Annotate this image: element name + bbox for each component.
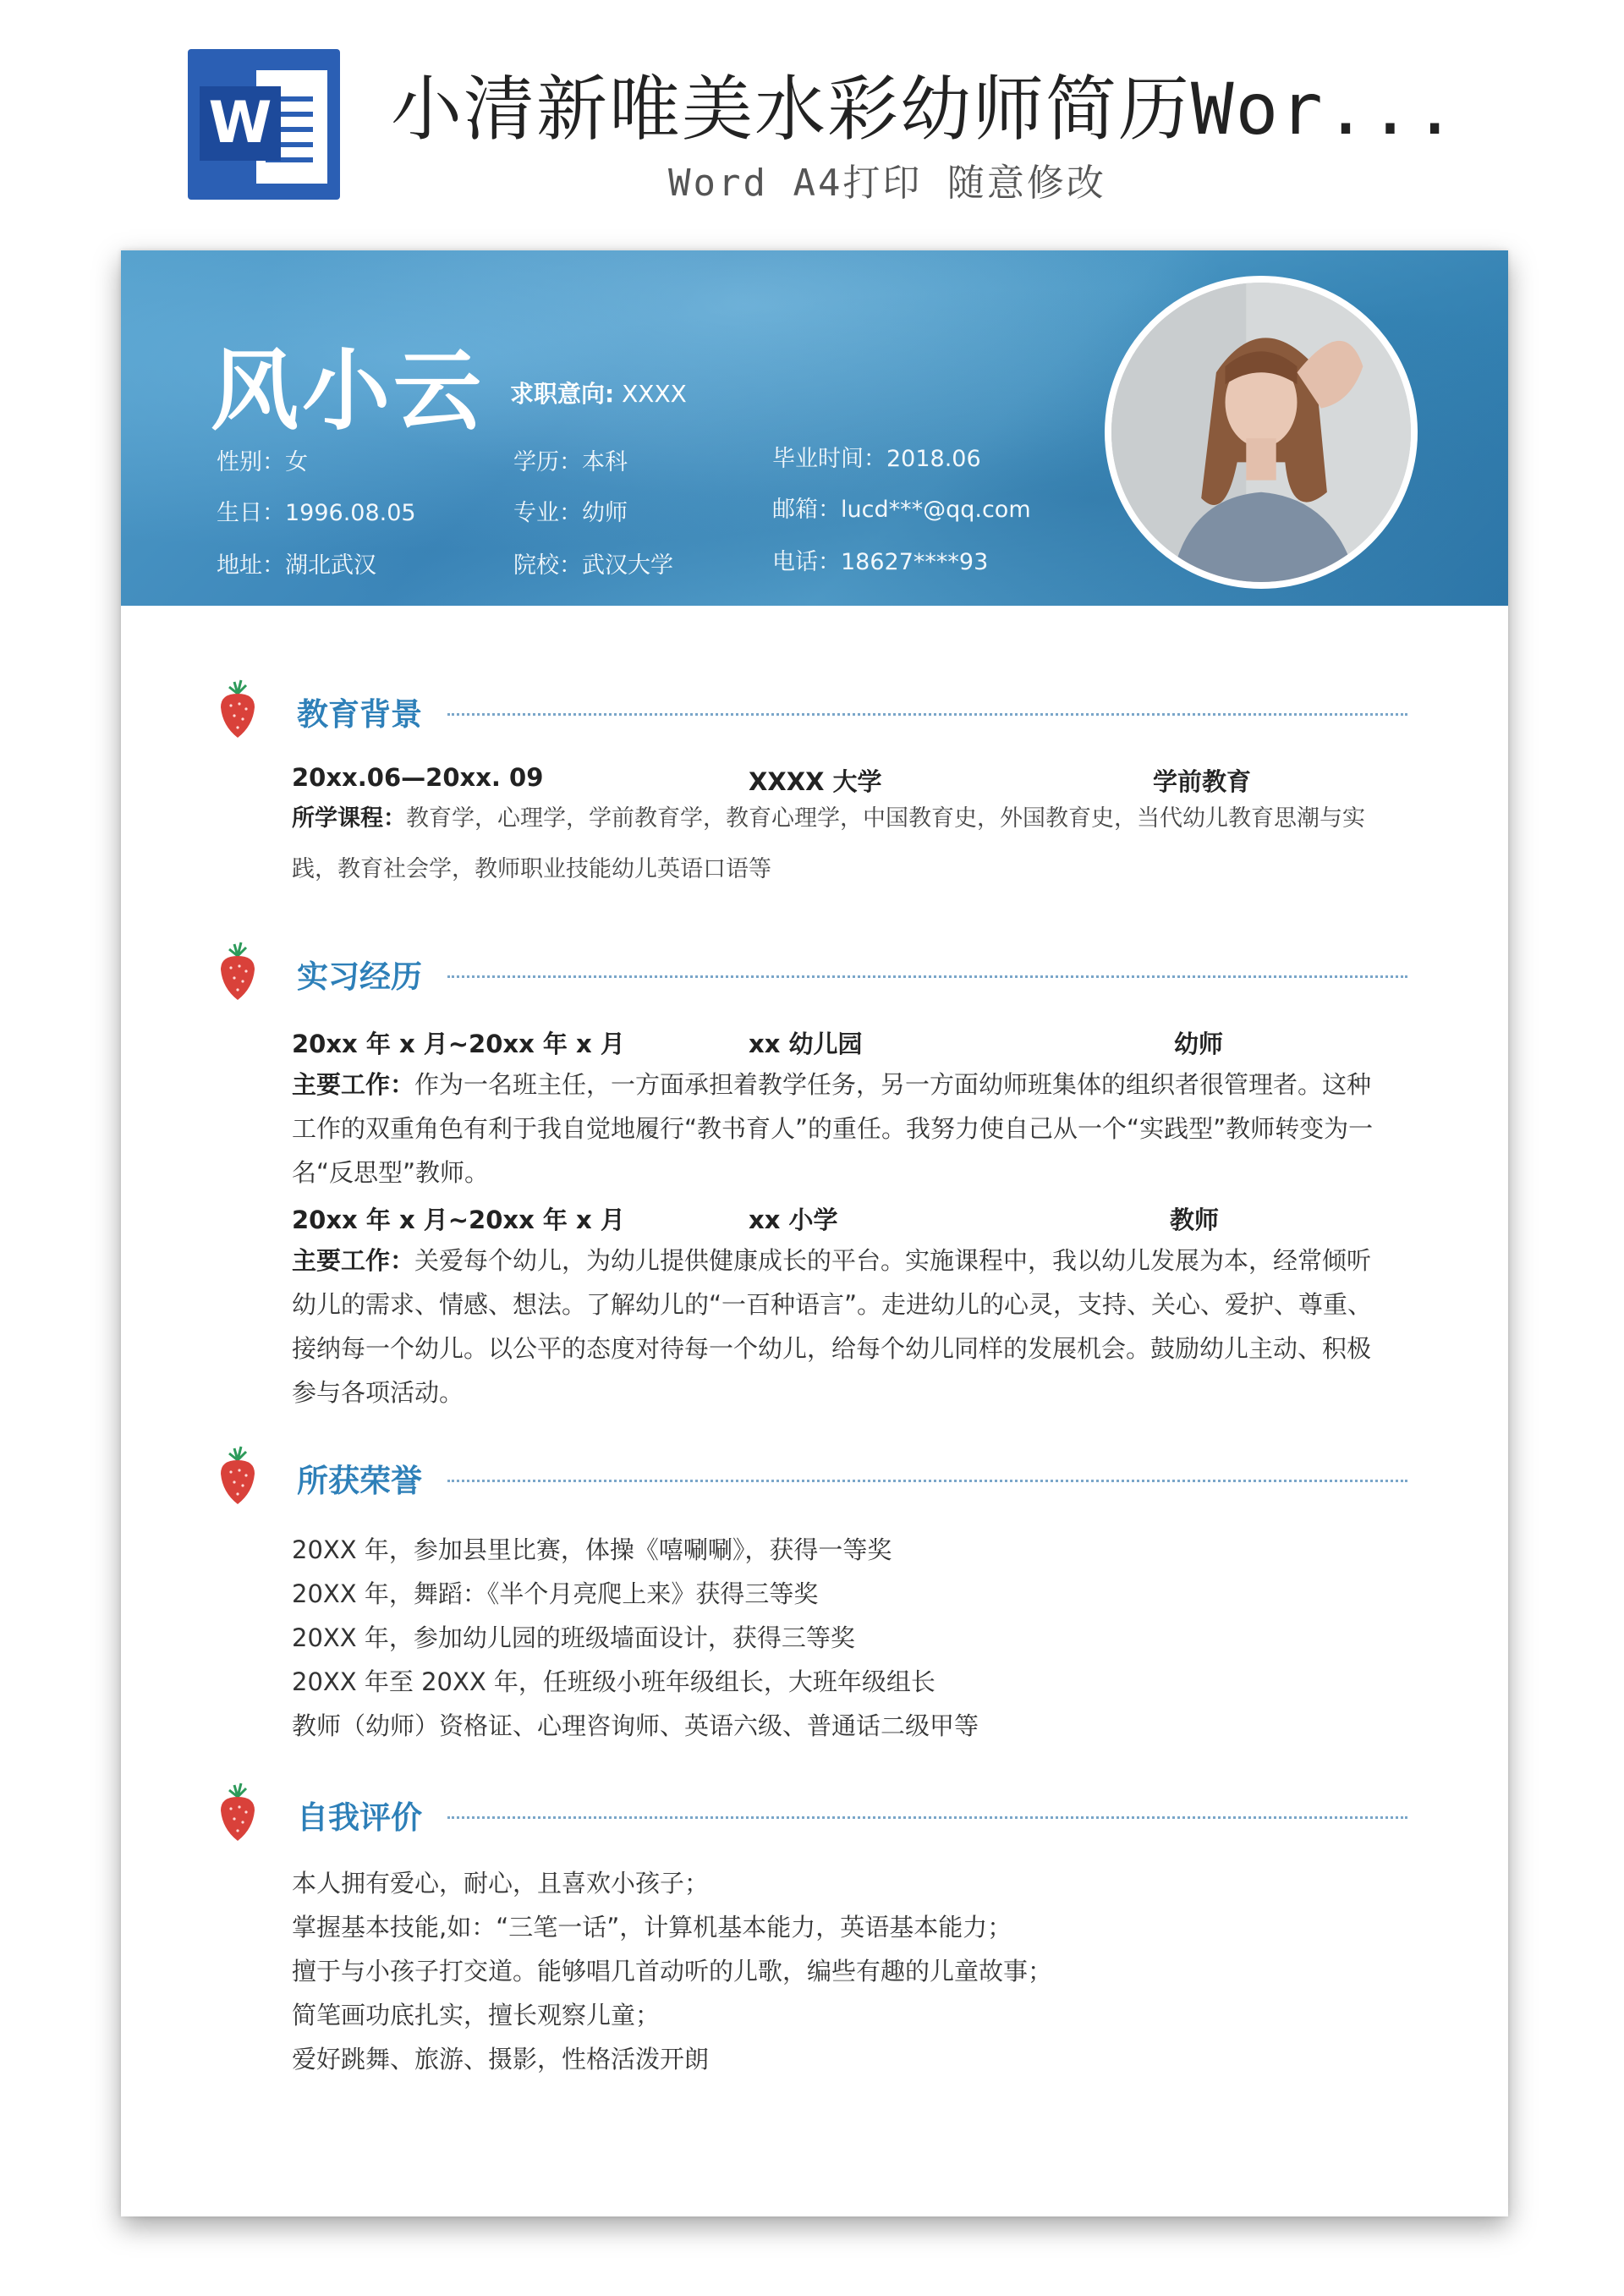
section-divider — [447, 713, 1407, 716]
edu-courses-line1: 教育学，心理学，学前教育学，教育心理学，中国教育史，外国教育史，当代幼儿教育思潮与实 — [406, 805, 1365, 832]
info-graduation: 毕业时间：2018.06 — [772, 446, 981, 472]
job2-label: 主要工作： — [292, 1246, 415, 1275]
edu-major: 学前教育 — [1153, 767, 1252, 796]
self-eval-item: 简笔画功底扎实，擅长观察儿童； — [292, 2001, 661, 2030]
section-divider — [447, 1816, 1407, 1819]
job1-label: 主要工作： — [292, 1070, 415, 1099]
candidate-name: 风小云 — [211, 339, 486, 442]
section-education-header — [212, 673, 1422, 741]
job2-org: xx 小学 — [749, 1206, 838, 1234]
self-eval-item: 本人拥有爱心，耐心，且喜欢小孩子； — [292, 1869, 710, 1898]
job-intent — [510, 376, 687, 409]
info-school: 院校：武汉大学 — [513, 552, 673, 579]
info-education: 学历：本科 — [513, 449, 628, 475]
job2-text: 关爱每个幼儿，为幼儿提供健康成长的平台。实施课程中，我以幼儿发展为本，经常倾听幼儿的需求、情感、想法。了解幼儿的“一百种语言”。走进幼儿的心灵，支持、关心、爱护、尊重、接纳每一个幼儿。以公平的态度对待每一个幼儿，给每个幼儿同样的发展机会。鼓励幼儿主动、积极参与各项活动。 — [292, 1246, 1373, 1407]
self-eval-item: 擅于与小孩子打交道。能够唱几首动听的儿歌，编些有趣的儿童故事； — [292, 1957, 1053, 1986]
section-internship-header — [212, 936, 1422, 1003]
edu-period: 20xx.06—20xx. 09 — [292, 763, 544, 792]
info-birthday: 生日：1996.08.05 — [217, 500, 416, 526]
section-title-self: 自我评价 — [297, 1799, 422, 1836]
job-intent-value: XXXX — [622, 380, 687, 408]
edu-school: XXXX 大学 — [749, 767, 882, 796]
profile-photo — [1105, 276, 1418, 589]
section-title-internship: 实习经历 — [297, 958, 422, 995]
info-address: 地址：湖北武汉 — [217, 552, 376, 579]
honor-item: 20XX 年，参加县里比赛，体操《嘻唰唰》，获得一等奖 — [292, 1535, 892, 1564]
strawberry-icon — [212, 1777, 263, 1844]
honor-item: 20XX 年，参加幼儿园的班级墙面设计，获得三等奖 — [292, 1623, 855, 1652]
job1-role: 幼师 — [1174, 1030, 1224, 1058]
document-subtitle: Word A4打印 随意修改 — [668, 162, 1106, 205]
job1-text: 作为一名班主任，一方面承担着教学任务，另一方面幼师班集体的组织者很管理者。这种工作的双重角色有利于我自觉地履行“教书育人”的重任。我努力使自己从一个“实践型”教师转变为一名“反思型”教师。 — [292, 1070, 1374, 1187]
section-title-honors: 所获荣誉 — [297, 1463, 422, 1499]
strawberry-icon — [212, 1440, 263, 1508]
strawberry-icon — [212, 936, 263, 1003]
honor-item: 教师（幼师）资格证、心理咨询师、英语六级、普通话二级甲等 — [292, 1711, 979, 1740]
job1-org: xx 幼儿园 — [749, 1030, 863, 1058]
job-intent-label: 求职意向: — [510, 380, 615, 408]
resume-page — [121, 250, 1508, 2216]
job1-description — [292, 1063, 1391, 1195]
info-phone: 电话：18627****93 — [772, 549, 989, 575]
word-app-icon — [188, 49, 340, 200]
section-title-education: 教育背景 — [297, 696, 422, 733]
self-eval-item: 爱好跳舞、旅游、摄影，性格活泼开朗 — [292, 2045, 710, 2074]
info-major: 专业：幼师 — [513, 500, 628, 526]
resume-header — [121, 250, 1508, 606]
strawberry-icon — [212, 673, 263, 741]
info-email: 邮箱：lucd***@qq.com — [772, 497, 1031, 523]
job2-description — [292, 1239, 1391, 1414]
edu-courses-line2: 践，教育社会学，教师职业技能幼儿英语口语等 — [292, 856, 771, 882]
document-title: 小清新唯美水彩幼师简历Wor... — [391, 68, 1458, 151]
job1-period: 20xx 年 x 月~20xx 年 x 月 — [292, 1030, 625, 1058]
section-divider — [447, 1480, 1407, 1482]
self-eval-list — [292, 1861, 1391, 2081]
word-letter-icon: W — [200, 86, 281, 161]
job2-period: 20xx 年 x 月~20xx 年 x 月 — [292, 1206, 625, 1234]
info-gender: 性别：女 — [217, 449, 308, 475]
section-self-header — [212, 1777, 1422, 1844]
honor-item: 20XX 年，舞蹈：《半个月亮爬上来》获得三等奖 — [292, 1579, 819, 1608]
self-eval-item: 掌握基本技能,如：“三笔一话”，计算机基本能力，英语基本能力； — [292, 1913, 1012, 1942]
section-honors-header — [212, 1440, 1422, 1508]
honors-list — [292, 1528, 1391, 1748]
edu-courses — [292, 794, 1391, 895]
job2-role: 教师 — [1170, 1206, 1220, 1234]
honor-item: 20XX 年至 20XX 年，任班级小班年级组长，大班年级组长 — [292, 1667, 935, 1696]
section-divider — [447, 975, 1407, 978]
edu-courses-label: 所学课程： — [292, 805, 406, 832]
